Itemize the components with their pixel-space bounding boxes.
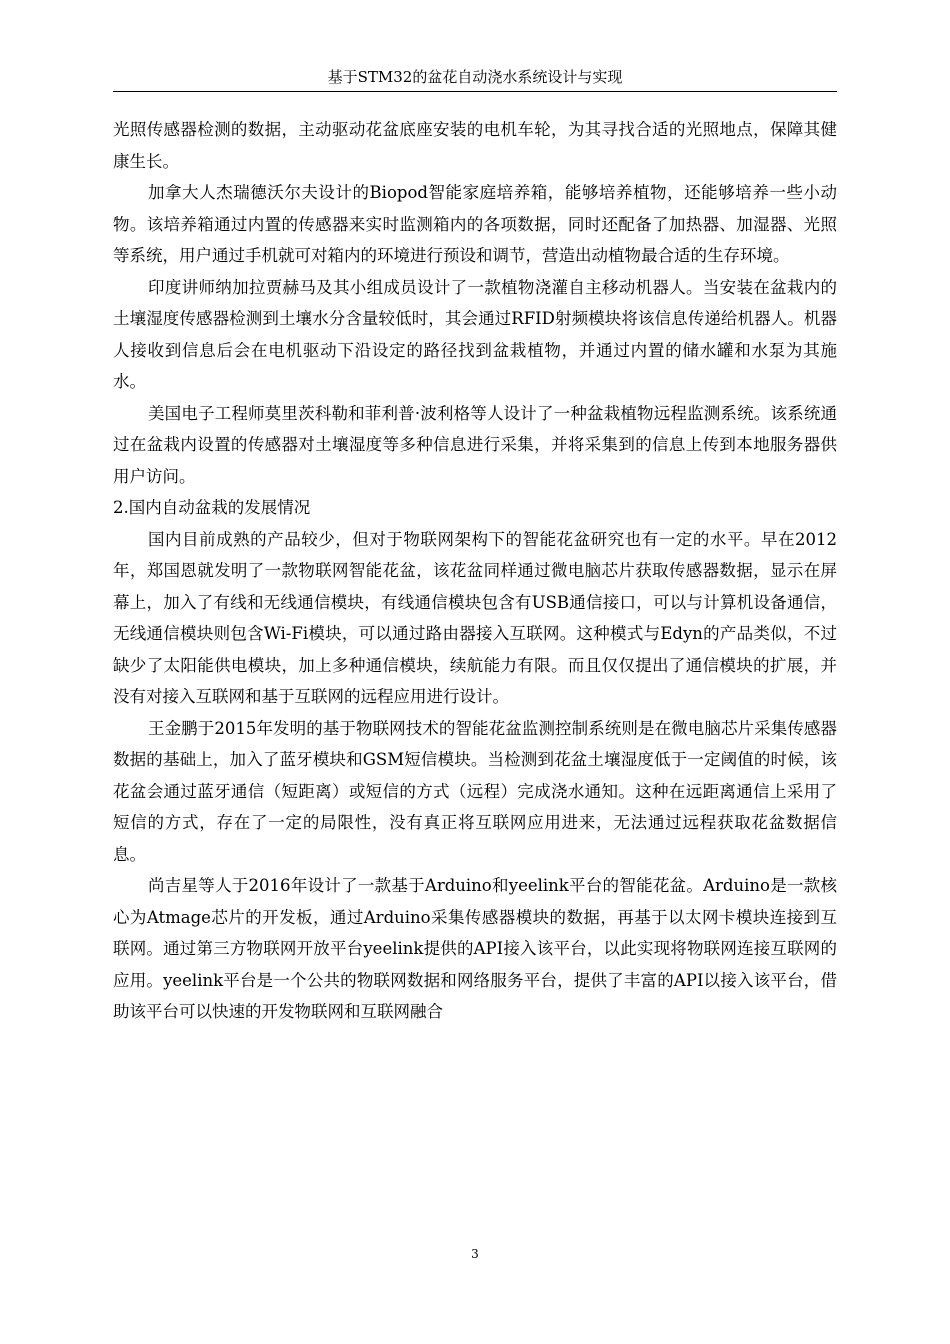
running-header: 基于STM32的盆花自动浇水系统设计与实现 [327,68,623,86]
paragraph-biopod: 加拿大人杰瑞德沃尔夫设计的Biopod智能家庭培养箱，能够培养植物，还能够培养一些小动物。该培养箱通过内置的传感器来实时监测箱内的各项数据，同时还配备了加热器、加湿器、光照等系统，用户通过手机就可对箱内的环境进行预设和调节，营造出动植物最合适的生存环境。 [113,183,837,265]
paragraph-domestic-2015: 王金鹏于2015年发明的基于物联网技术的智能花盆监测控制系统则是在微电脑芯片采集传感器数据的基础上，加入了蓝牙模块和GSM短信模块。当检测到花盆土壤湿度低于一定阈值的时候，该花盆会通过蓝牙通信（短距离）或短信的方式（远程）完成浇水通知。这种在远距离通信上采用了短信的方式，存在了一定的局限性，没有真正将互联网应用进来，无法通过远程获取花盆数据信息。 [113,718,837,864]
page-number: 3 [471,1247,479,1261]
paragraph-continuation: 光照传感器检测的数据，主动驱动花盆底座安装的电机车轮，为其寻找合适的光照地点，保障其健康生长。 [113,120,837,171]
section-heading: 2.国内自动盆栽的发展情况 [113,498,311,517]
paragraph-remote-monitoring: 美国电子工程师莫里茨科勒和菲利普·波利格等人设计了一种盆栽植物远程监测系统。该系统通过在盆栽内设置的传感器对土壤湿度等多种信息进行采集，并将采集到的信息上传到本地服务器供用户访问。 [113,403,837,486]
paragraph-robot: 印度讲师纳加拉贾赫马及其小组成员设计了一款植物浇灌自主移动机器人。当安装在盆栽内的土壤湿度传感器检测到土壤水分含量较低时，其会通过RFID射频模块将该信息传递给机器人。机器人接收到信息后会在电机驱动下沿设定的路径找到盆栽植物，并通过内置的储水罐和水泵为其施水。 [113,277,837,391]
body-text [113,114,837,1028]
paragraph-domestic-2012: 国内目前成熟的产品较少，但对于物联网架构下的智能花盆研究也有一定的水平。早在2012年，郑国恩就发明了一款物联网智能花盆，该花盆同样通过微电脑芯片获取传感器数据，显示在屏幕上，加入了有线和无线通信模块，有线通信模块包含有USB通信接口，可以与计算机设备通信，无线通信模块则包含Wi-Fi模块，可以通过路由器接入互联网。这种模式与Edyn的产品类似，不过缺少了太阳能供电模块，加上多种通信模块，续航能力有限。而且仅仅提出了通信模块的扩展，并没有对接入互联网和基于互联网的远程应用进行设计。 [113,529,837,706]
paragraph-domestic-2016: 尚吉星等人于2016年设计了一款基于Arduino和yeelink平台的智能花盆。Arduino是一款核心为Atmage芯片的开发板，通过Arduino采集传感器模块的数据，再基于以太网卡模块连接到互联网。通过第三方物联网开放平台yeelink提供的API接入该平台，以此实现将物联网连接互联网的应用。yeelink平台是一个公共的物联网数据和网络服务平台，提供了丰富的API以接入该平台，借助该平台可以快速的开发物联网和互联网融合 [113,876,837,1021]
header-rule [113,91,837,92]
